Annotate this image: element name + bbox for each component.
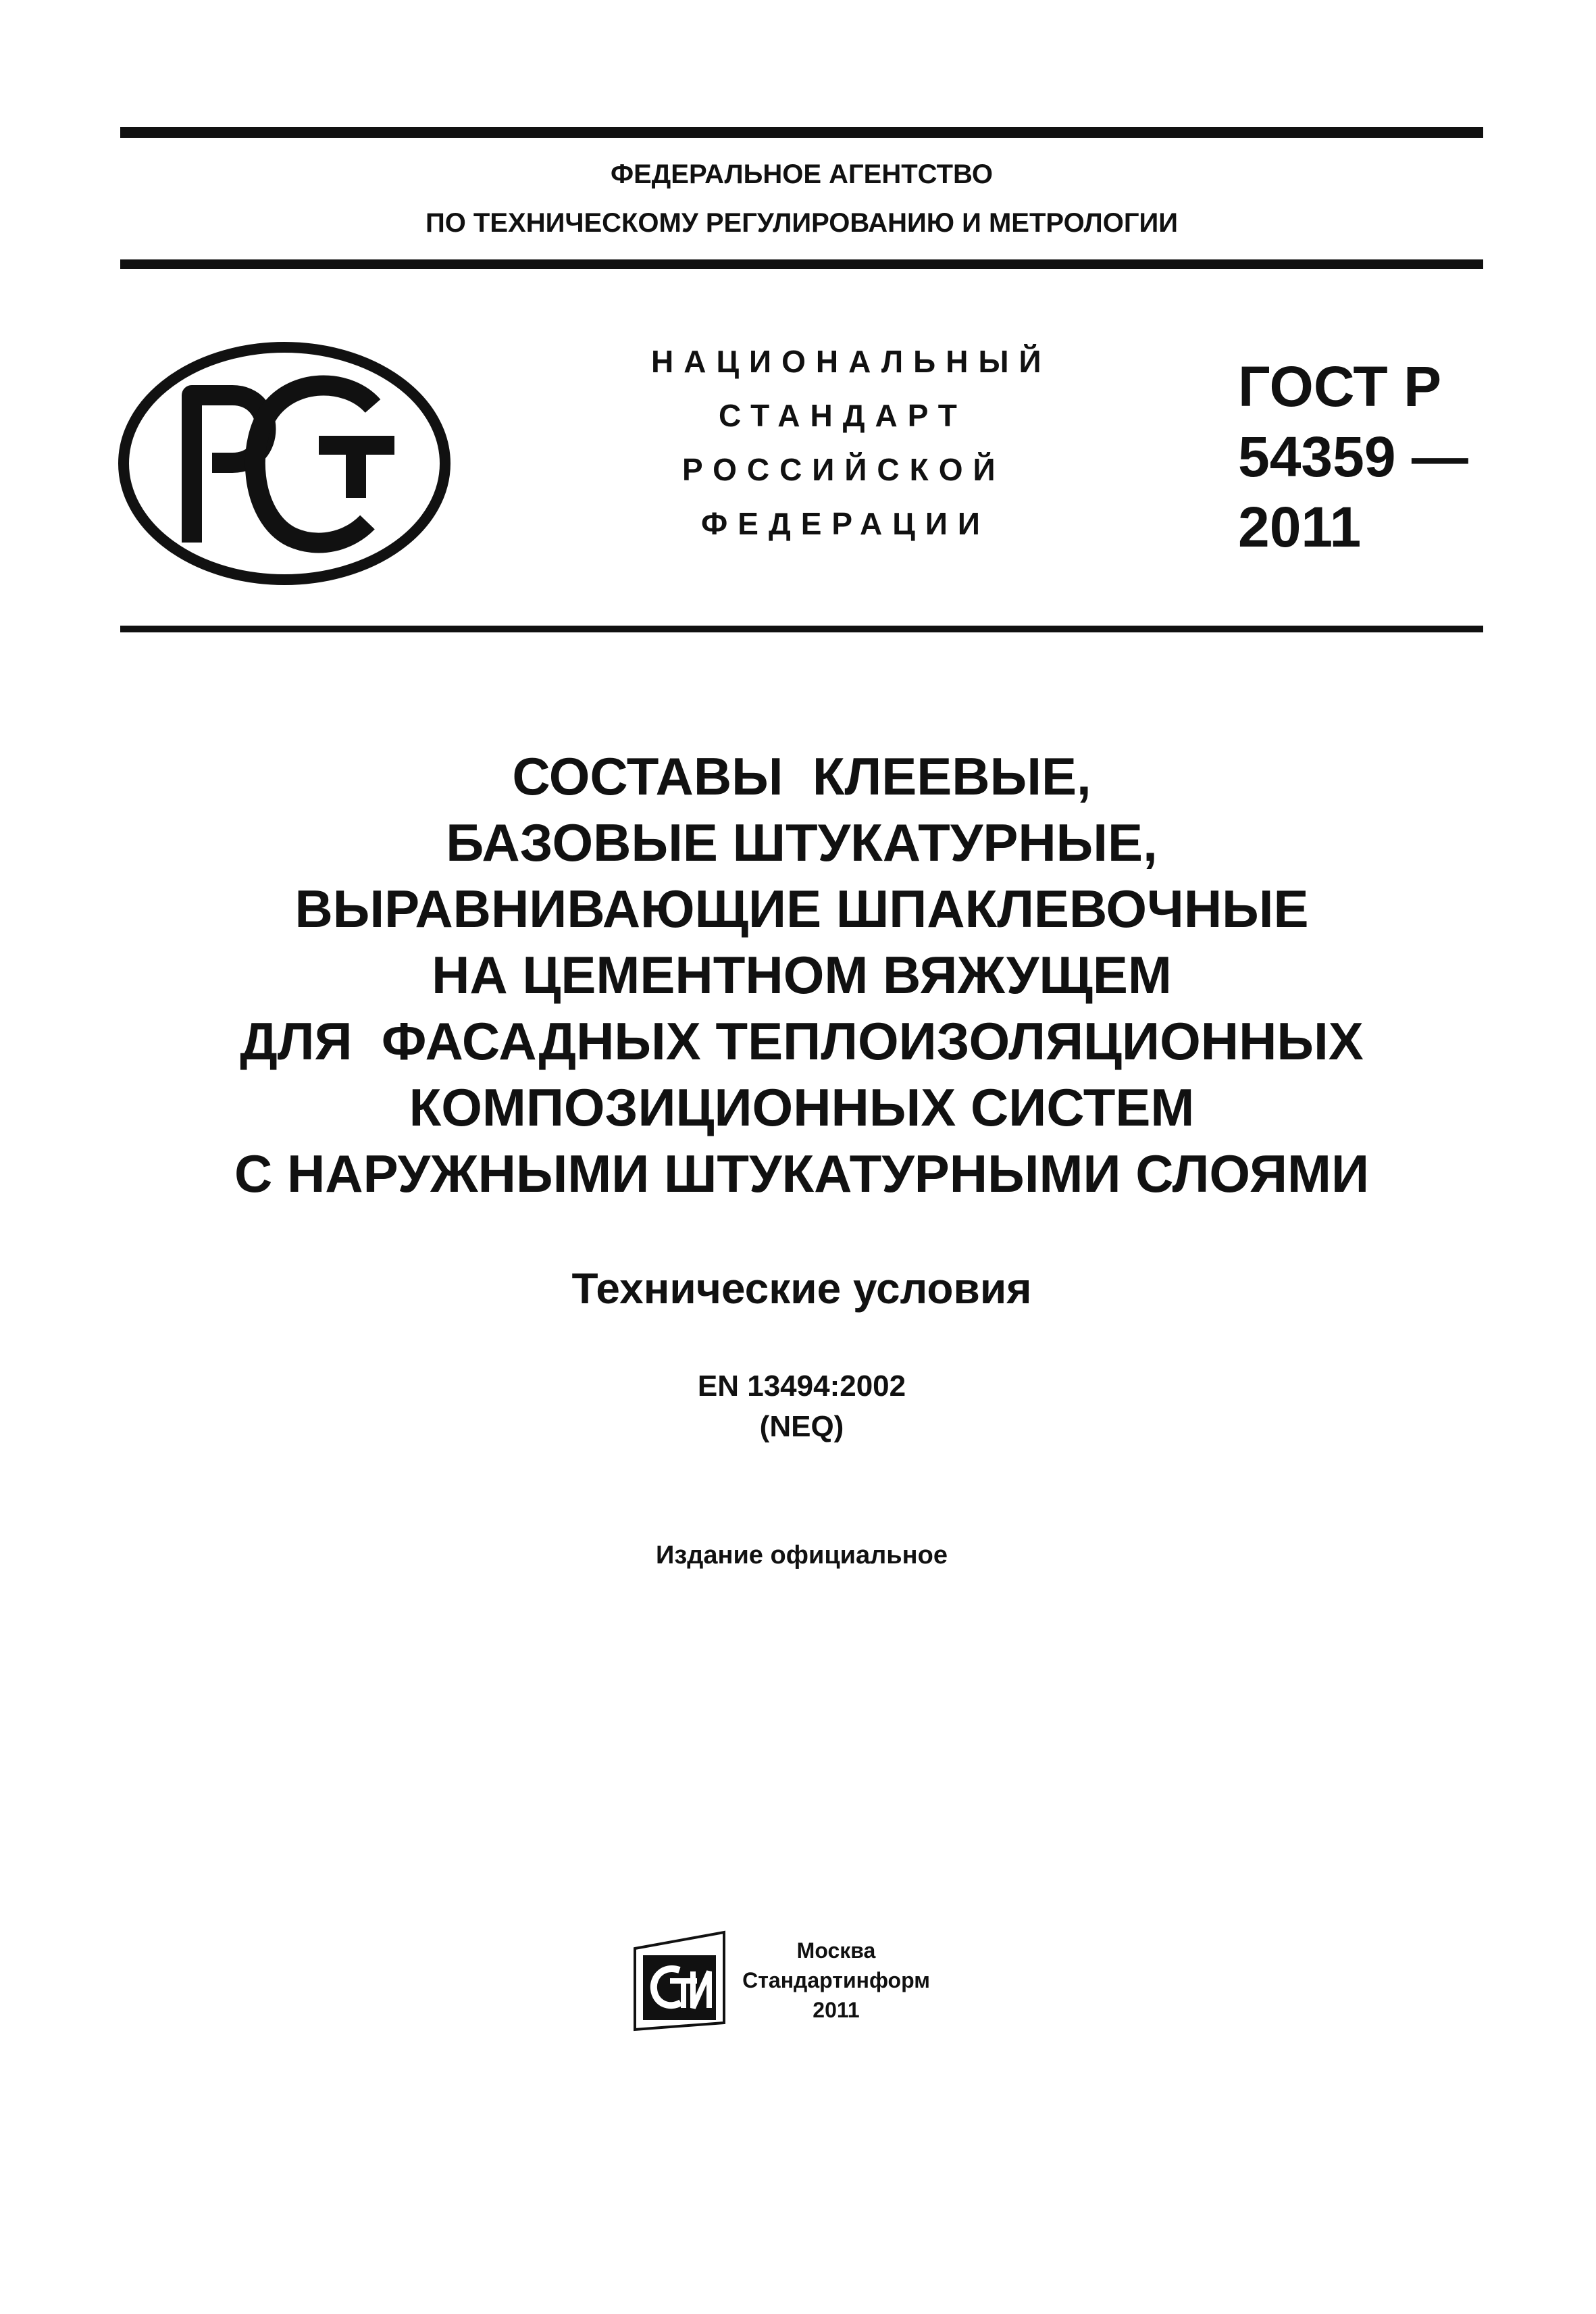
standartinform-logo-icon bbox=[623, 1928, 728, 2034]
document-subtitle: Технические условия bbox=[571, 1264, 1032, 1313]
agency-name-line-1: ФЕДЕРАЛЬНОЕ АГЕНТСТВО bbox=[610, 159, 994, 189]
national-standard-label bbox=[594, 346, 1135, 562]
national-standard-line: РОССИЙСКОЙ bbox=[682, 452, 1006, 487]
national-standard-line: НАЦИОНАЛЬНЫЙ bbox=[651, 344, 1052, 379]
equivalence-degree: (NEQ) bbox=[759, 1410, 844, 1443]
title-line: ДЛЯ ФАСАДНЫХ ТЕПЛОИЗОЛЯЦИОННЫХ bbox=[240, 1011, 1364, 1071]
top-rule bbox=[120, 127, 1483, 138]
publisher-imprint bbox=[728, 1936, 944, 2025]
national-standard-line: СТАНДАРТ bbox=[719, 398, 967, 433]
publisher-year: 2011 bbox=[813, 1998, 860, 2022]
title-line: БАЗОВЫЕ ШТУКАТУРНЫЕ, bbox=[446, 813, 1158, 872]
designation-year: 2011 bbox=[1238, 495, 1362, 559]
equivalence-reference bbox=[120, 1366, 1483, 1447]
edition-note: Издание официальное bbox=[656, 1541, 948, 1569]
document-title bbox=[120, 743, 1483, 1207]
header-bottom-rule bbox=[120, 626, 1483, 632]
rst-certification-mark-icon bbox=[116, 340, 453, 587]
agency-bottom-rule bbox=[120, 259, 1483, 269]
publisher-name: Стандартинформ bbox=[742, 1968, 930, 1992]
designation-number: 54359 — bbox=[1238, 425, 1468, 488]
equivalent-standard: EN 13494:2002 bbox=[697, 1369, 906, 1403]
title-line: ВЫРАВНИВАЮЩИЕ ШПАКЛЕВОЧНЫЕ bbox=[294, 879, 1309, 938]
national-standard-line: ФЕДЕРАЦИИ bbox=[701, 506, 990, 541]
agency-name-line-2: ПО ТЕХНИЧЕСКОМУ РЕГУЛИРОВАНИЮ И МЕТРОЛОГИИ bbox=[425, 208, 1179, 238]
designation-prefix: ГОСТ Р bbox=[1238, 355, 1442, 418]
publisher-city: Москва bbox=[796, 1938, 876, 1963]
title-line: КОМПОЗИЦИОННЫХ СИСТЕМ bbox=[409, 1078, 1195, 1137]
title-line: С НАРУЖНЫМИ ШТУКАТУРНЫМИ СЛОЯМИ bbox=[234, 1144, 1370, 1203]
title-line: СОСТАВЫ КЛЕЕВЫЕ, bbox=[512, 747, 1091, 806]
standard-designation bbox=[1238, 351, 1481, 562]
title-line: НА ЦЕМЕНТНОМ ВЯЖУЩЕМ bbox=[432, 945, 1172, 1005]
